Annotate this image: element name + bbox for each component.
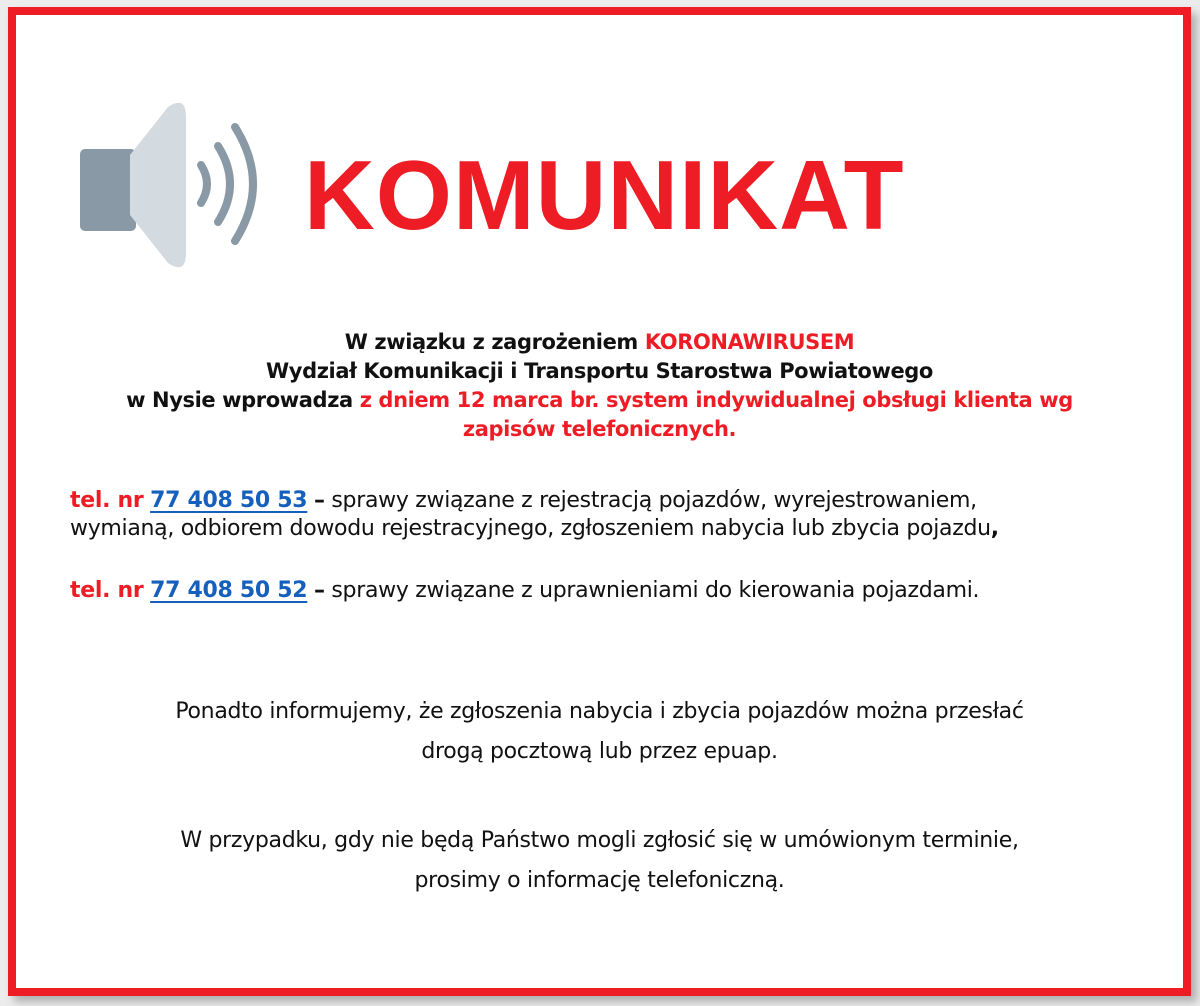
phone-registration bbox=[70, 487, 1150, 543]
sound-wave-outer bbox=[235, 127, 253, 241]
phone-label: tel. nr bbox=[70, 488, 144, 513]
notice-line2-text: Wydział Komunikacji i Transportu Starostwa Powiatowego bbox=[266, 359, 933, 383]
sound-wave-inner bbox=[201, 165, 207, 203]
info-line: drogą pocztową lub przez epuap. bbox=[421, 739, 778, 764]
info-line: W przypadku, gdy nie będą Państwo mogli zgłosić się w umówionym terminie, bbox=[180, 828, 1019, 853]
phone-licenses bbox=[70, 577, 1150, 605]
speaker-body bbox=[80, 149, 136, 231]
phone-description: sprawy związane z uprawnieniami do kierowania pojazdami. bbox=[331, 578, 980, 603]
phone-description-cont: wymianą, odbiorem dowodu rejestracyjnego, zgłoszeniem nabycia lub zbycia pojazdu bbox=[70, 516, 991, 541]
info-postal-submission bbox=[56, 692, 1143, 772]
sound-wave-middle bbox=[218, 146, 230, 222]
notice-line1-highlight: KORONAWIRUSEM bbox=[644, 330, 855, 354]
phone-trailing-comma: , bbox=[990, 516, 999, 541]
announcement-sheet bbox=[8, 7, 1191, 996]
phone-dash: – bbox=[313, 578, 325, 603]
info-line: Ponadto informujemy, że zgłoszenia nabycia i zbycia pojazdów można przesłać bbox=[175, 699, 1024, 724]
phone-number-link[interactable]: 77 408 50 52 bbox=[150, 578, 308, 603]
notice-line4-highlight: zapisów telefonicznych. bbox=[462, 417, 737, 441]
info-line: prosimy o informację telefoniczną. bbox=[414, 868, 785, 893]
notice-line3-text: w Nysie wprowadza bbox=[126, 388, 360, 412]
phone-label: tel. nr bbox=[70, 578, 144, 603]
notice-paragraph bbox=[56, 328, 1143, 444]
notice-line3-highlight: z dniem 12 marca br. system indywidualnej obsługi klienta wg bbox=[359, 388, 1073, 412]
notice-line1-text: W związku z zagrożeniem bbox=[344, 330, 645, 354]
phone-number-link[interactable]: 77 408 50 53 bbox=[150, 488, 308, 513]
speaker-volume-icon bbox=[72, 91, 267, 276]
page-title: KOMUNIKAT bbox=[304, 140, 905, 250]
phone-description: sprawy związane z rejestracją pojazdów, wyrejestrowaniem, bbox=[331, 488, 977, 513]
phone-dash: – bbox=[313, 488, 325, 513]
speaker-cone bbox=[130, 103, 186, 267]
info-missed-appointment bbox=[56, 821, 1143, 901]
